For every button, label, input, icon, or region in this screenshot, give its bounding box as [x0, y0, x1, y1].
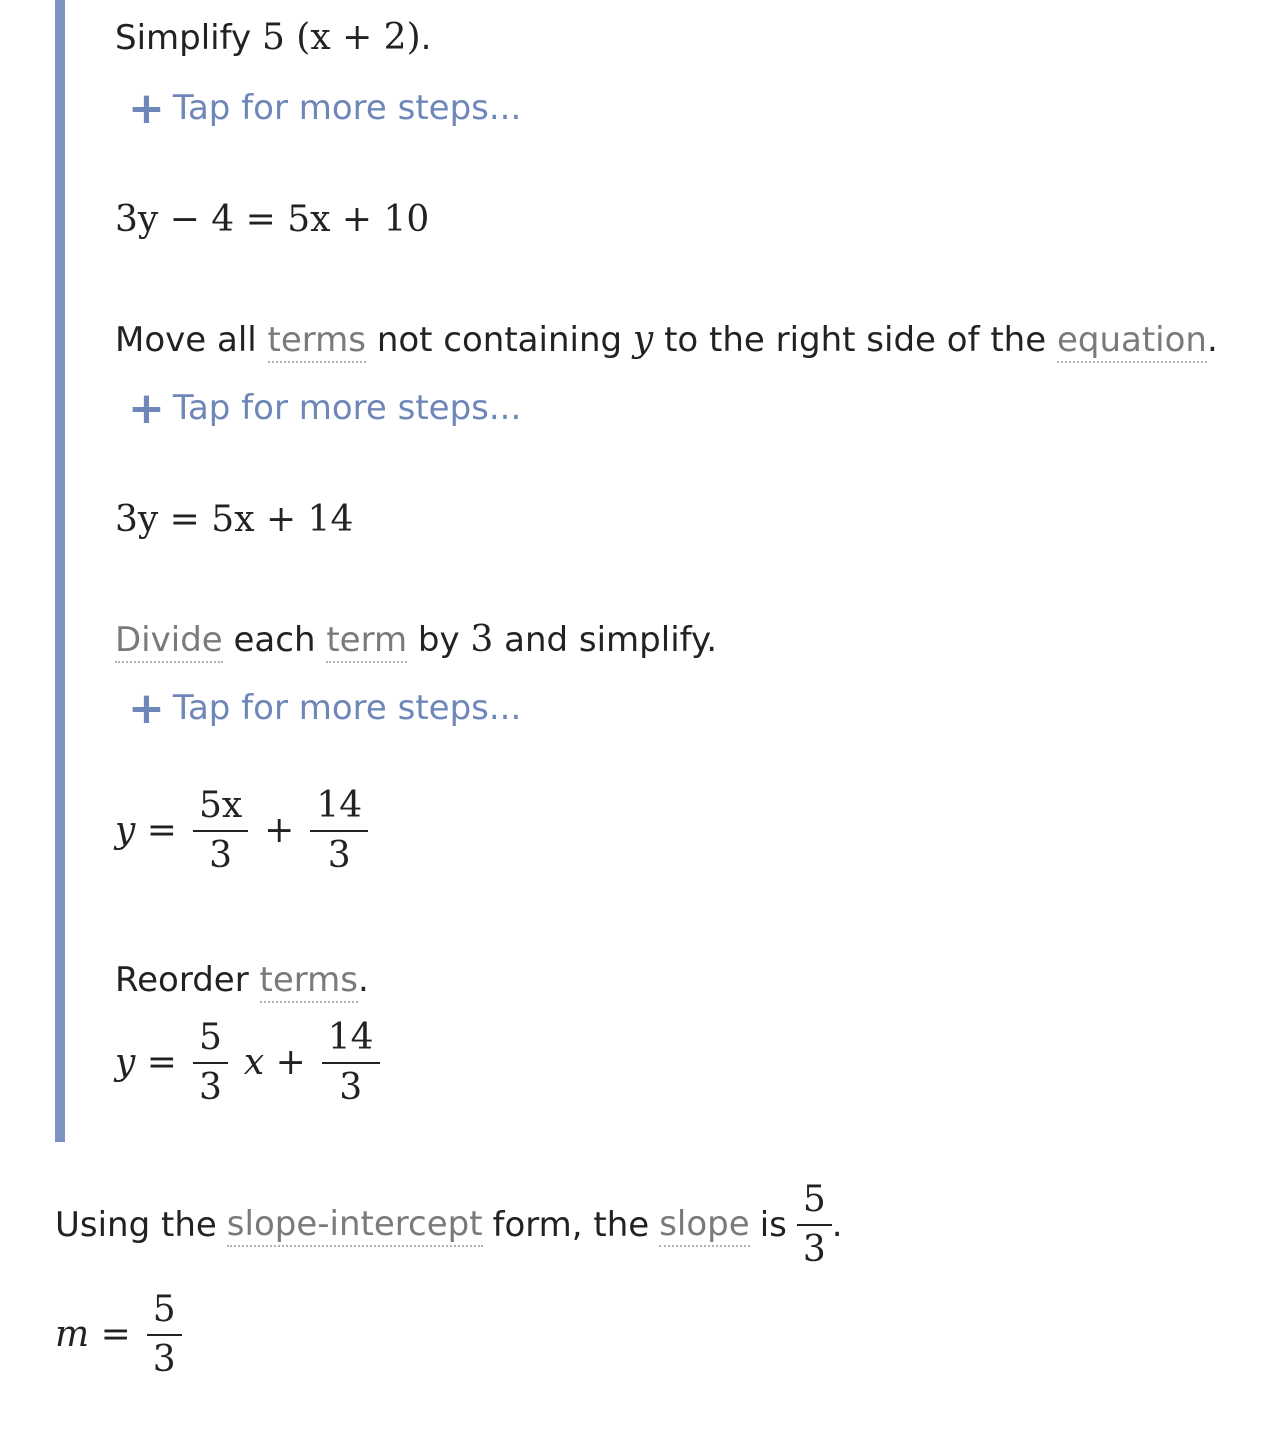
step-reorder: [115, 960, 369, 1000]
tap-for-more-steps-button[interactable]: [128, 683, 522, 734]
step-text: not containing: [376, 320, 623, 360]
fraction-numerator: 5: [193, 1018, 228, 1064]
equation-lhs: y =: [115, 1042, 177, 1083]
fraction-numerator: 5: [147, 1290, 182, 1336]
slope-result: [55, 1290, 188, 1380]
fraction: [147, 1290, 182, 1380]
fraction: [797, 1180, 832, 1270]
punctuation: .: [420, 18, 432, 58]
punctuation: .: [357, 960, 369, 1000]
punctuation: .: [1206, 320, 1218, 360]
tap-label: Tap for more steps...: [172, 88, 522, 128]
punctuation: .: [831, 1205, 843, 1245]
step-move-terms: [115, 320, 1218, 360]
step-text: Move all: [115, 320, 257, 360]
tap-label: Tap for more steps...: [172, 388, 522, 428]
conclusion-text: form, the: [492, 1205, 650, 1245]
step-text: each: [233, 620, 316, 660]
glossary-term-divide[interactable]: Divide: [115, 620, 223, 663]
fraction-numerator: 14: [310, 786, 368, 832]
plus-icon: +: [128, 83, 165, 134]
glossary-term-equation[interactable]: equation: [1057, 320, 1207, 363]
glossary-term-terms[interactable]: terms: [260, 960, 358, 1003]
plus-icon: +: [128, 683, 165, 734]
fraction-numerator: 5x: [193, 786, 248, 832]
fraction-denominator: 3: [152, 1339, 176, 1380]
fraction: [322, 1018, 380, 1108]
step-text: to the right side of the: [664, 320, 1047, 360]
fraction-numerator: 14: [322, 1018, 380, 1064]
step-text: and simplify.: [504, 620, 718, 660]
glossary-term-terms[interactable]: terms: [268, 320, 366, 363]
equation-lhs: y =: [115, 810, 177, 851]
math-expression: 5 (x + 2): [261, 17, 421, 58]
step-text: Reorder: [115, 960, 249, 1000]
tap-for-more-steps-button[interactable]: [128, 83, 522, 134]
step-text: Simplify: [115, 18, 252, 58]
conclusion-text: Using the: [55, 1205, 217, 1245]
fraction-denominator: 3: [209, 835, 233, 876]
equation-lhs: m =: [55, 1314, 131, 1355]
step-simplify: [115, 18, 431, 58]
step-group-bar: [55, 0, 65, 1142]
fraction: [193, 1018, 228, 1108]
variable-plus: x +: [243, 1042, 306, 1083]
glossary-term-slope-intercept[interactable]: slope-intercept: [227, 1204, 483, 1247]
plus-operator: +: [264, 810, 295, 851]
equation-1: 3y − 4 = 5x + 10: [115, 199, 430, 240]
fraction-numerator: 5: [797, 1180, 832, 1226]
plus-icon: +: [128, 383, 165, 434]
fraction-denominator: 3: [327, 835, 351, 876]
conclusion-line: [55, 1180, 843, 1270]
math-number: 3: [470, 619, 494, 660]
equation-2: 3y = 5x + 14: [115, 499, 354, 540]
fraction-denominator: 3: [198, 1067, 222, 1108]
tap-label: Tap for more steps...: [172, 688, 522, 728]
math-variable: y: [632, 319, 654, 360]
fraction-denominator: 3: [339, 1067, 363, 1108]
tap-for-more-steps-button[interactable]: [128, 383, 522, 434]
step-text: by: [417, 620, 460, 660]
fraction: [193, 786, 248, 876]
fraction: [310, 786, 368, 876]
glossary-term-slope[interactable]: slope: [659, 1204, 749, 1247]
step-divide: [115, 620, 717, 660]
conclusion-text: is: [759, 1205, 787, 1245]
equation-3: [115, 786, 374, 876]
glossary-term-term[interactable]: term: [326, 620, 407, 663]
equation-4: [115, 1018, 386, 1108]
fraction-denominator: 3: [802, 1229, 826, 1270]
